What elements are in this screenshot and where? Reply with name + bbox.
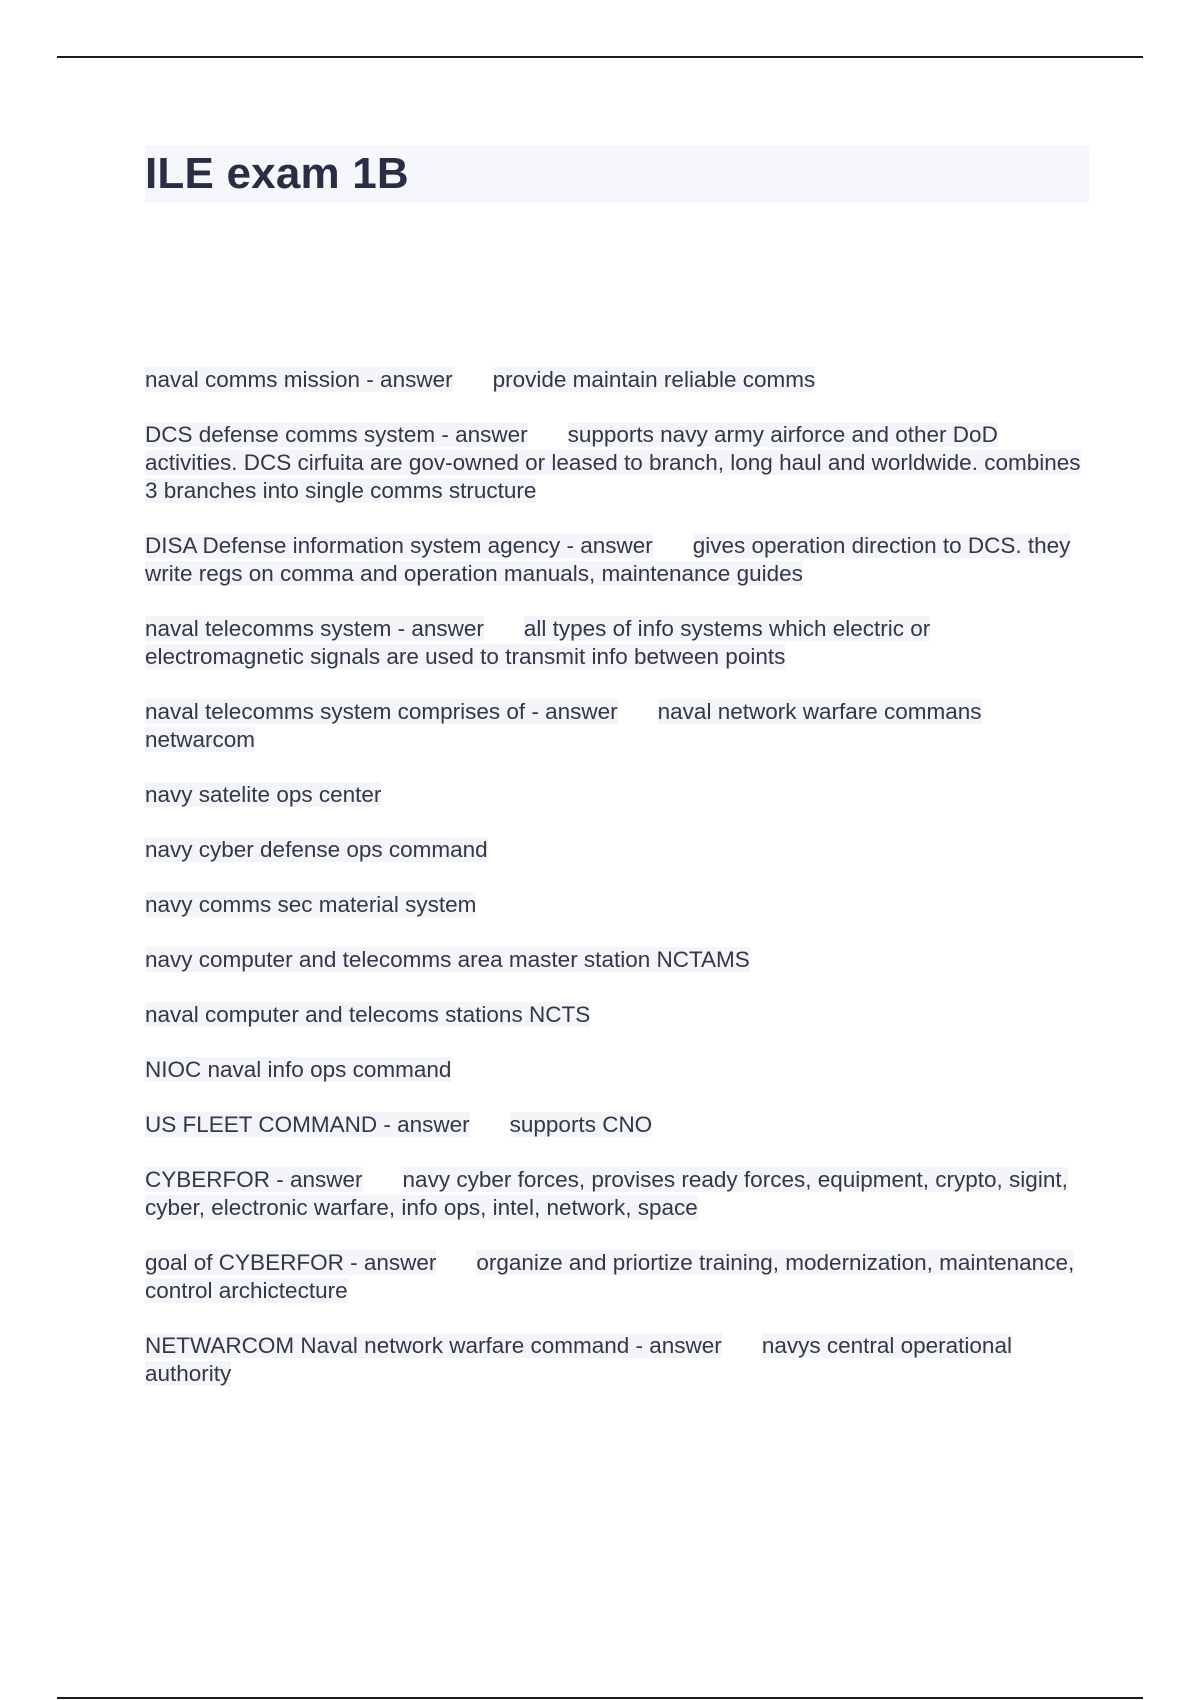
top-rule (57, 56, 1143, 58)
entry-definition: provide maintain reliable comms (492, 367, 816, 392)
page-title: ILE exam 1B (145, 149, 409, 198)
entry-term: naval telecomms system comprises of - answer (145, 699, 618, 724)
list-item (145, 1332, 1095, 1388)
list-item (145, 1111, 1095, 1139)
entry-term: NETWARCOM Naval network warfare command - answer (145, 1333, 722, 1358)
entry-definition: navys central operational authority (145, 1333, 1012, 1386)
entry-term: naval telecomms system - answer (145, 616, 484, 641)
list-item (145, 421, 1095, 505)
list-item (145, 532, 1095, 588)
entry-term: goal of CYBERFOR - answer (145, 1250, 437, 1275)
list-item (145, 781, 1095, 809)
entry-text: navy satelite ops center (145, 782, 382, 807)
title-banner (145, 145, 1089, 203)
entry-definition: all types of info systems which electric or electromagnetic signals are used to transmit info between points (145, 616, 931, 669)
entry-definition: navy cyber forces, provises ready forces, equipment, crypto, sigint, cyber, electronic warfare, info ops, intel, network, space (145, 1167, 1068, 1220)
entry-term: naval comms mission - answer (145, 367, 453, 392)
entry-text: NIOC naval info ops command (145, 1057, 452, 1082)
list-item (145, 366, 1095, 394)
list-item (145, 1001, 1095, 1029)
list-item (145, 946, 1095, 974)
entry-definition: supports navy army airforce and other DoD activities. DCS cirfuita are gov-owned or leased to branch, long haul and worldwide. combines 3 branches into single comms structure (145, 422, 1081, 503)
bottom-rule (57, 1697, 1143, 1699)
entry-term: DCS defense comms system - answer (145, 422, 528, 447)
list-item (145, 1249, 1095, 1305)
list-item (145, 891, 1095, 919)
entry-definition: gives operation direction to DCS. they write regs on comma and operation manuals, maintenance guides (145, 533, 1071, 586)
entry-term: CYBERFOR - answer (145, 1167, 363, 1192)
list-item (145, 836, 1095, 864)
entry-definition: naval network warfare commans netwarcom (145, 699, 982, 752)
list-item (145, 1056, 1095, 1084)
entry-text: naval computer and telecoms stations NCTS (145, 1002, 591, 1027)
entry-text: navy cyber defense ops command (145, 837, 488, 862)
entry-text: navy computer and telecomms area master station NCTAMS (145, 947, 750, 972)
entry-definition: organize and priortize training, modernization, maintenance, control archictecture (145, 1250, 1075, 1303)
list-item (145, 698, 1095, 754)
entry-text: navy comms sec material system (145, 892, 477, 917)
list-item (145, 615, 1095, 671)
flashcard-list (145, 366, 1095, 1415)
entry-term: DISA Defense information system agency - answer (145, 533, 653, 558)
entry-term: US FLEET COMMAND - answer (145, 1112, 470, 1137)
list-item (145, 1166, 1095, 1222)
entry-definition: supports CNO (509, 1112, 653, 1137)
